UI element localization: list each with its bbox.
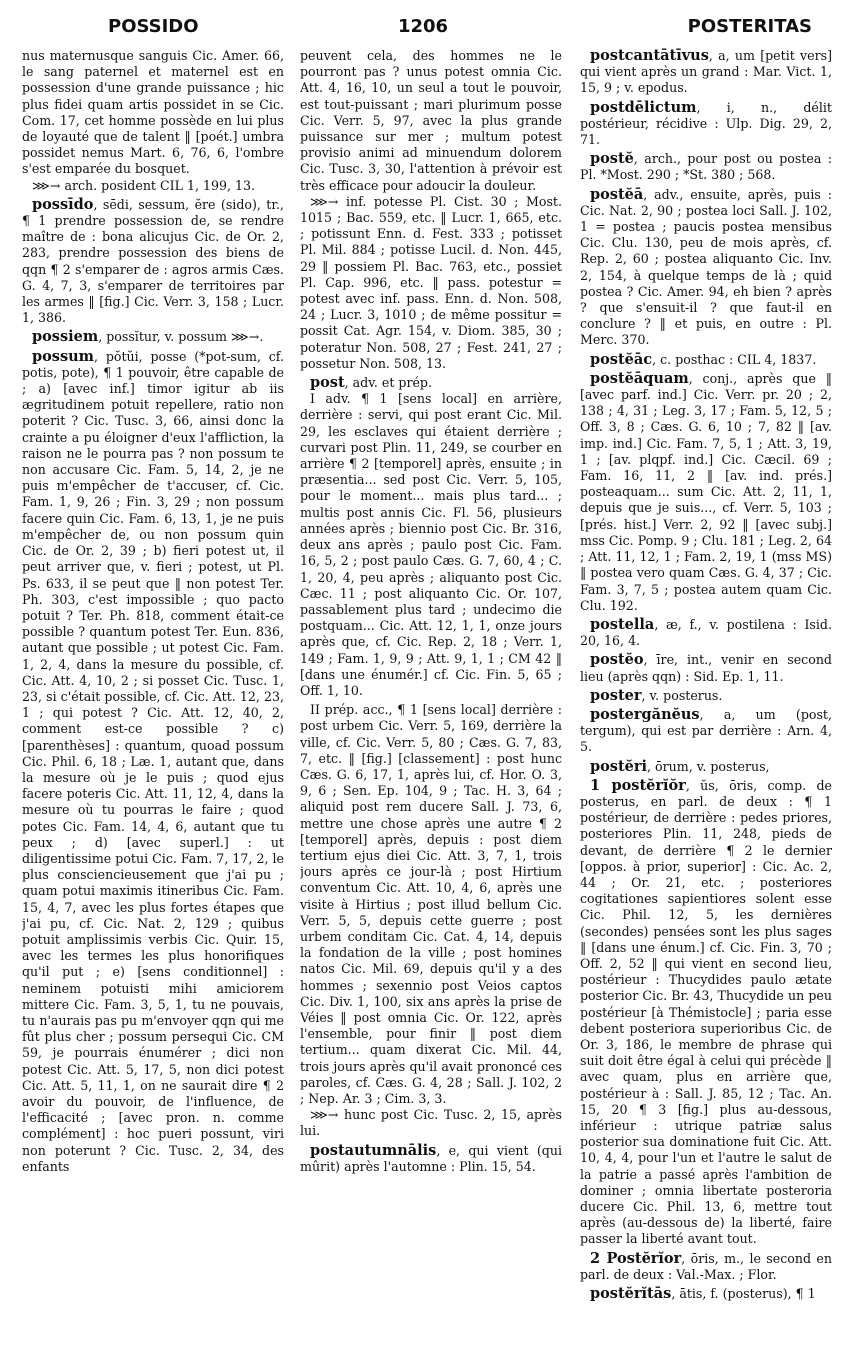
entry-posterior-1: 1 postĕrĭŏr, ŭs, ōris, comp. de posterus, en parl. de deux : ¶ 1 postérieur, de derrière : pedes priores, posteriores Plin. 11, 248, pieds de devant, de derrière ¶ 2 le dernier [oppos. à prior, superior] : Cic. Ac. 2, 44 ; Or. 21, etc. ; posteriores cogitationes sapientiores solent esse Cic. Phil. 12, 5, les dernières (secondes) pensées sont les plus sages ‖ [dans une énum.] cf. Cic. Fin. 3, 70 ; Off. 2, 52 ‖ qui vient en second lieu, postérieur : Thucydides paulo ætate posterior Cic. Br. 43, Thucydide un peu postérieur [à Thémistocle] ; paria esse debent posteriora superioribus Cic. de Or. 3, 186, le membre de phrase qui suit doit être égal à celui qui précède ‖ avec quam, plus en arrière que, postérieur à : Sall. J. 85, 12 ; Tac. An. 15, 20 ¶ 3 [fig.] plus au-dessous, inférieur : utrique patriæ salus posterior sua dominatione fuit Cic. Att. 10, 4, 4, pour l'un et l'autre le salut de la patrie a passé après l'ambition de dominer ; omnia libertate posteroria ducere Cic. Phil. 13, 6, mettre tout après (au-dessous de) la liberté, faire passer la liberté avant tout. (580, 776, 832, 1247)
entry-posteri: postĕri, ōrum, v. posterus, (590, 757, 770, 775)
entry-postdelictum: postdēlictum, i, n., délit postérieur, récidive : Ulp. Dig. 29, 2, 71. (580, 98, 832, 148)
entry-posteac: postĕāc, c. posthac : CIL 4, 1837. (590, 350, 817, 368)
entry-post-adverb: I adv. ¶ 1 [sens local] en arrière, derrière : servi, qui post erant Cic. Mil. 29, les esclaves qui étaient derrière ; curvari post Plin. 11, 249, se courber en arrière ¶ 2 [temporel] après, ensuite ; in præsentia... sed post Cic. Verr. 5, 105, pour le moment... mais plus tard... ; multis post annis Cic. Fl. 56, plusieurs années après ; biennio post Cic. Br. 316, deux ans après ; paulo post Cic. Fam. 16, 5, 2 ; post paulo Cæs. G. 7, 60, 4 ; C. 1, 20, 4, peu après ; aliquanto post Cic. Cæc. 11 ; post aliquanto Cic. Or. 107, passablement plus tard ; undecimo die postquam... Cic. Att. 12, 1, 1, onze jours après que, cf. Cic. Rep. 2, 18 ; Verr. 1, 149 ; Fam. 1, 9, 9 ; Att. 9, 1, 1 ; CM 42 ‖ [dans une énumér.] cf. Cic. Fin. 5, 65 ; Off. 1, 10. (300, 391, 562, 698)
entry-note: ⋙→ arch. posident CIL 1, 199, 13. (32, 177, 256, 193)
column-1 (22, 48, 284, 1354)
entry-possido: possīdo, sēdi, sessum, ĕre (sido), tr., ¶ 1 prendre possession de, se rendre maître de : bona alicujus Cic. de Or. 2, 283, prendre possession des biens de qqn ¶ 2 s'emparer de : agros armis Cæs. G. 4, 7, 3, s'emparer de territoires par les armes ‖ [fig.] Cic. Verr. 3, 158 ; Lucr. 1, 386. (22, 195, 284, 326)
entry-postea: postĕā, adv., ensuite, après, puis : Cic. Nat. 2, 90 ; postea loci Sall. J. 102, 1 = postea ; paucis postea mensibus Cic. Clu. 130, peu de mois après, cf. Rep. 2, 60 ; postea aliquanto Cic. Inv. 2, 154, à quelque temps de là ; quid postea ? Cic. Amer. 94, eh bien ? après ? que s'ensuit-il ? que faut-il en conclure ? ‖ et puis, en outre : Pl. Merc. 370. (580, 185, 832, 348)
column-2 (300, 48, 562, 1354)
entry-poste: postĕ, arch., pour post ou postea : Pl. *Most. 290 ; *St. 380 ; 568. (580, 150, 832, 183)
entry-continuation: peuvent cela, des hommes ne le pourront pas ? unus potest omnia Cic. Att. 4, 16, 10, un seul a tout le pouvoir, est tout-puissant ; mari plurimum posse Cic. Verr. 5, 97, avec la plus grande puissance sur mer ; multum potest provisio animi ad minuendum dolorem Cic. Tusc. 3, 30, l'attention à prévoir est très efficace pour adoucir la douleur. (300, 48, 562, 193)
entry-posteo: postĕo, īre, int., venir en second lieu (après qqn) : Sid. Ep. 1, 11. (580, 651, 832, 684)
header-right-headword: POSTERITAS (687, 16, 812, 37)
entry-postautumnalis: postautumnālis, e, qui vient (qui mûrit) après l'automne : Plin. 15, 54. (300, 1141, 562, 1174)
entry-possum: possum, pŏtŭi, posse (*pot-sum, cf. potis, pote), ¶ 1 pouvoir, être capable de ; a) [avec inf.] timor igitur ab iis ægritudinem potuit repellere, ratio non poterit ? Cic. Tusc. 3, 66, ainsi donc la crainte a pu éloigner d'eux l'affliction, la raison ne le pourra pas ? non possum te non accusare Cic. Fam. 5, 14, 2, je ne puis m'empêcher de t'accuser, cf. Cic. Fam. 1, 9, 26 ; Fin. 3, 29 ; non possum facere quin Cic. Fam. 6, 13, 1, je ne puis m'empêcher de, ou non possum quin Cic. de Or. 2, 39 ; b) fieri potest ut, il peut arriver que, v. fieri ; potest, ut Pl. Ps. 633, il se peut que ‖ non potest Ter. Ph. 303, c'est impossible ; quo pacto potuit ? Ter. Ph. 818, comment était-ce possible ? quantum potest Ter. Eun. 836, autant que possible ; ut potest Cic. Fam. 1, 2, 4, dans la mesure du possible, cf. Cic. Att. 4, 10, 2 ; si posset Cic. Tusc. 1, 23, si c'était possible, cf. Cic. Att. 12, 23, 1 ; qui potest ? Cic. Att. 12, 40, 2, comment est-ce possible ? c) [parenthèses] : quantum, quoad possum Cic. Phil. 6, 18 ; Læ. 1, autant que, dans la mesure où je le puis ; quod ejus facere poteris Cic. Att. 11, 12, 4, dans la mesure où tu pourras le faire ; quod potes Cic. Fam. 14, 4, 6, autant que tu peux ; d) [avec superl.] : ut diligentissime potui Cic. Fam. 7, 17, 2, le plus consciencieusement que j'ai pu ; quam potui maximis itineribus Cic. Fam. 15, 4, 7, avec les plus fortes étapes que j'ai pu, cf. Cic. Nat. 2, 129 ; quibus potuit amplissimis verbis Cic. Quir. 15, avec les termes les plus honorifiques qu'il put ; e) [sens conditionnel] : neminem potuisti mihi amiciorem mittere Cic. Fam. 3, 5, 1, tu ne pouvais, tu n'aurais pas pu m'envoyer qqn qui me fût plus cher ; possum persequi Cic. CM 59, je pourrais énumérer ; dici non potest Cic. Att. 5, 17, 5, non dici potest Cic. Att. 5, 11, 1, on ne saurait dire ¶ 2 avoir du pouvoir, de l'influence, de l'efficacité ; [avec pron. n. comme complément] : hoc pueri possunt, viri non poterunt ? Cic. Tusc. 2, 34, des enfants (22, 347, 284, 1174)
column-3 (580, 48, 832, 1354)
entry-posterior-2: 2 Postĕrĭor, ōris, m., le second en parl. de deux : Val.-Max. ; Flor. (580, 1249, 832, 1282)
entry-posteaquam: postĕāquam, conj., après que ‖ [avec parf. ind.] Cic. Verr. pr. 20 ; 2, 138 ; 4, 31 ; Leg. 3, 17 ; Fam. 5, 12, 5 ; Off. 3, 8 ; Cæs. G. 6, 10 ; 7, 82 ‖ [av. imp. ind.] Cic. Fam. 7, 5, 1 ; Att. 3, 19, 1 ; [av. plqpf. ind.] Cic. Cæcil. 69 ; Fam. 16, 11, 2 ‖ [av. ind. prés.] posteaquam... sum Cic. Att. 2, 11, 1, depuis que je suis..., cf. Verr. 5, 103 ; [prés. hist.] Verr. 2, 92 ‖ [avec subj.] mss Cic. Pomp. 9 ; Clu. 181 ; Leg. 2, 64 ; Att. 11, 12, 1 ; Fam. 2, 19, 1 (mss MS) ‖ postea vero quam Cæs. G. 4, 37 ; Cic. Fam. 3, 7, 5 ; postea autem quam Cic. Clu. 192. (580, 369, 832, 613)
entry-note: ⋙→ hunc post Cic. Tusc. 2, 15, après lui. (300, 1107, 562, 1139)
page-number: 1206 (397, 16, 449, 37)
entry-poster: poster, v. posterus. (590, 686, 723, 704)
entry-postcantativus: postcantātīvus, a, um [petit vers] qui vient après un grand : Mar. Vict. 1, 15, 9 ; v. epodus. (580, 48, 832, 96)
entry-post-preposition: II prép. acc., ¶ 1 [sens local] derrière : post urbem Cic. Verr. 5, 169, derrière la ville, cf. Cic. Verr. 5, 80 ; Cæs. G. 7, 83, 7, etc. ‖ [fig.] [classement] : post hunc Cæs. G. 6, 17, 1, après lui, cf. Hor. O. 3, 9, 6 ; Sen. Ep. 104, 9 ; Tac. H. 3, 64 ; aliquid post rem ducere Sall. J. 73, 6, mettre une chose après une autre ¶ 2 [temporel] après, depuis : post diem tertium ejus diei Cic. Att. 3, 7, 1, trois jours après ce jour-là ; post Hirtium conventum Cic. Att. 10, 4, 6, après une visite à Hirtius ; post illud bellum Cic. Verr. 5, 5, depuis cette guerre ; post urbem conditam Cic. Cat. 4, 14, depuis la fondation de la ville ; post homines natos Cic. Mil. 69, depuis qu'il y a des hommes ; sexennio post Veios captos Cic. Div. 1, 100, six ans après la prise de Véies ‖ post omnia Cic. Or. 122, après l'ensemble, pour finir ‖ post diem tertium... quam dixerat Cic. Mil. 44, trois jours après qu'il avait prononcé ces paroles, cf. Cæs. G. 4, 28 ; Sall. J. 102, 2 ; Nep. Ar. 3 ; Cim. 3, 3. (300, 702, 562, 1106)
entry-possiem: possiem, possĭtur, v. possum ⋙→. (32, 328, 264, 346)
entry-note: ⋙→ inf. potesse Pl. Cist. 30 ; Most. 1015 ; Bac. 559, etc. ‖ Lucr. 1, 665, etc. ; potissunt Enn. d. Fest. 333 ; potisset Pl. Mil. 884 ; potisse Lucil. d. Non. 445, 29 ‖ possiem Pl. Bac. 763, etc., possiet Pl. Cap. 996, etc. ‖ pass. potestur = potest avec inf. pass. Enn. d. Non. 508, 24 ; Lucr. 3, 1010 ; de même possitur = possit Cat. Agr. 154, v. Diom. 385, 30 ; poteratur Non. 508, 27 ; Fest. 241, 27 ; possetur Non. 508, 13. (300, 193, 562, 371)
entry-posterganeus: postergănĕus, a, um (post, tergum), qui est par derrière : Arn. 4, 5. (580, 705, 832, 755)
text-columns (22, 48, 834, 1354)
entry-postella: postella, æ, f., v. postilena : Isid. 20, 16, 4. (580, 615, 832, 649)
entry-post: post, adv. et prép. (310, 374, 432, 392)
entry-continuation: nus maternusque sanguis Cic. Amer. 66, le sang paternel et maternel est en possession d'une grande puissance ; hic plus fidei quam artis possidet in se Cic. Com. 17, cet homme possède en lui plus de loyauté que de talent ‖ [poét.] umbra possidet nemus Mart. 6, 76, 6, l'ombre s'est emparée du bosquet. (22, 48, 284, 177)
page-header (22, 12, 824, 46)
entry-posteritas: postĕrĭtās, ātis, f. (posterus), ¶ 1 (590, 1285, 816, 1303)
header-left-headword: POSSIDO (108, 16, 199, 37)
